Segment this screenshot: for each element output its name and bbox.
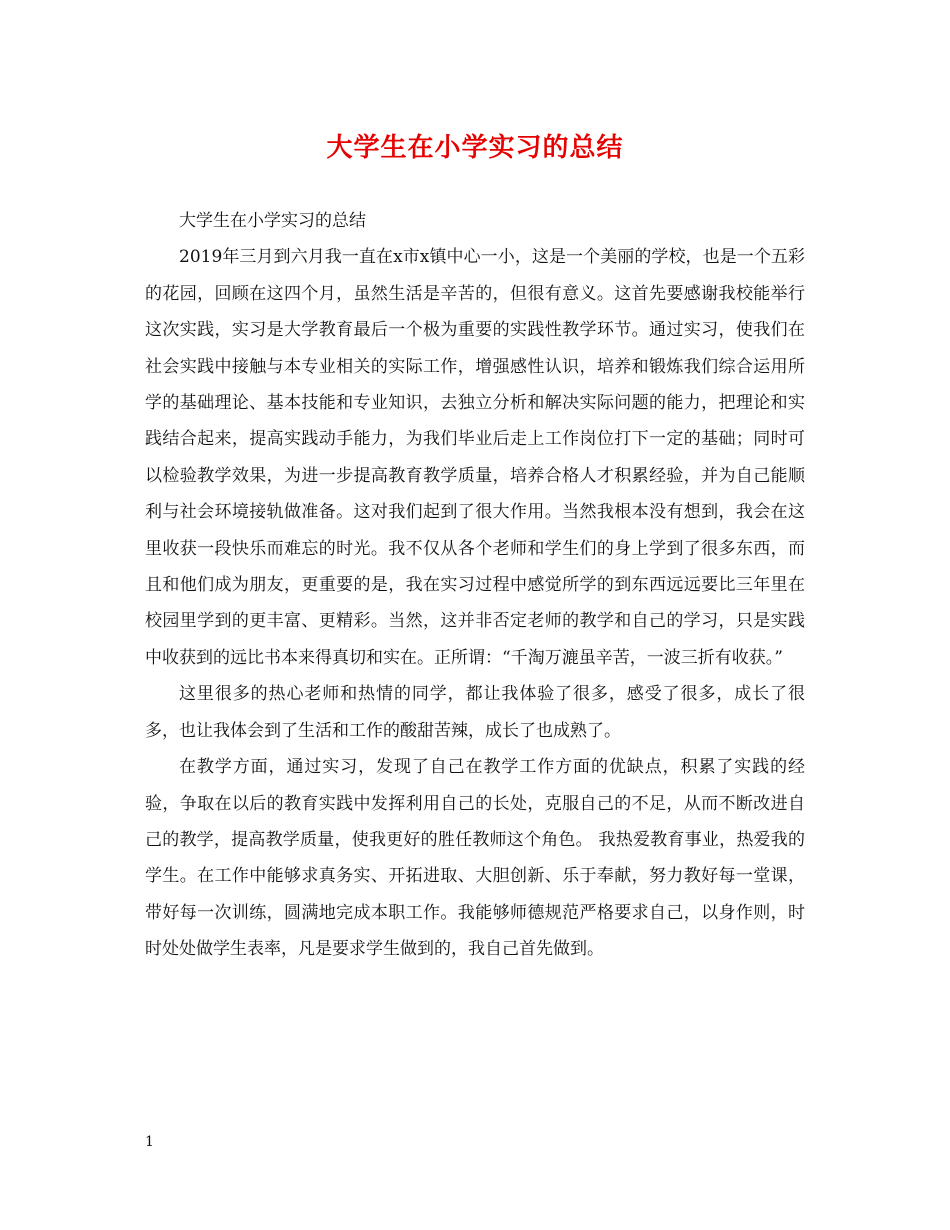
document-body — [145, 203, 805, 968]
paragraph-internship-overview: 2019年三月到六月我一直在x市x镇中心一小，这是一个美丽的学校，也是一个五彩的花园，回顾在这四个月，虽然生活是辛苦的，但很有意义。这首先要感谢我校能举行这次实践，实习是大学教育最后一个极为重要的实践性教学环节。通过实习，使我们在社会实践中接触与本专业相关的实际工作，增强感性认识，培养和锻炼我们综合运用所学的基础理论、基本技能和专业知识，去独立分析和解决实际问题的能力，把理论和实践结合起来，提高实践动手能力，为我们毕业后走上工作岗位打下一定的基础；同时可以检验教学效果，为进一步提高教育教学质量，培养合格人才积累经验，并为自己能顺利与社会环境接轨做准备。这对我们起到了很大作用。当然我根本没有想到，我会在这里收获一段快乐而难忘的时光。我不仅从各个老师和学生们的身上学到了很多东西，而且和他们成为朋友，更重要的是，我在实习过程中感觉所学的到东西远远要比三年里在校园里学到的更丰富、更精彩。当然，这并非否定老师的教学和自己的学习，只是实践中收获到的远比书本来得真切和实在。正所谓：“千淘万漉虽辛苦，一波三折有收获。” — [145, 247, 805, 668]
page-number: 1 — [145, 1134, 154, 1150]
paragraph-subtitle: 大学生在小学实习的总结 — [179, 211, 366, 231]
document-title: 大学生在小学实习的总结 — [326, 133, 624, 163]
paragraph-teachers-classmates: 这里很多的热心老师和热情的同学，都让我体验了很多，感受了很多，成长了很多，也让我体会到了生活和工作的酸甜苦辣，成长了也成熟了。 — [145, 684, 805, 741]
paragraph-teaching-reflection: 在教学方面，通过实习，发现了自己在教学工作方面的优缺点，积累了实践的经验，争取在以后的教育实践中发挥利用自己的长处，克服自己的不足，从而不断改进自己的教学，提高教学质量，使我更好的胜任教师这个角色。 我热爱教育事业，热爱我的学生。在工作中能够求真务实、开拓进取、大胆创新、乐于奉献，努力教好每一堂课，带好每一次训练，圆满地完成本职工作。我能够师德规范严格要求自己，以身作则，时时处处做学生表率，凡是要求学生做到的，我自己首先做到。 — [145, 757, 805, 960]
